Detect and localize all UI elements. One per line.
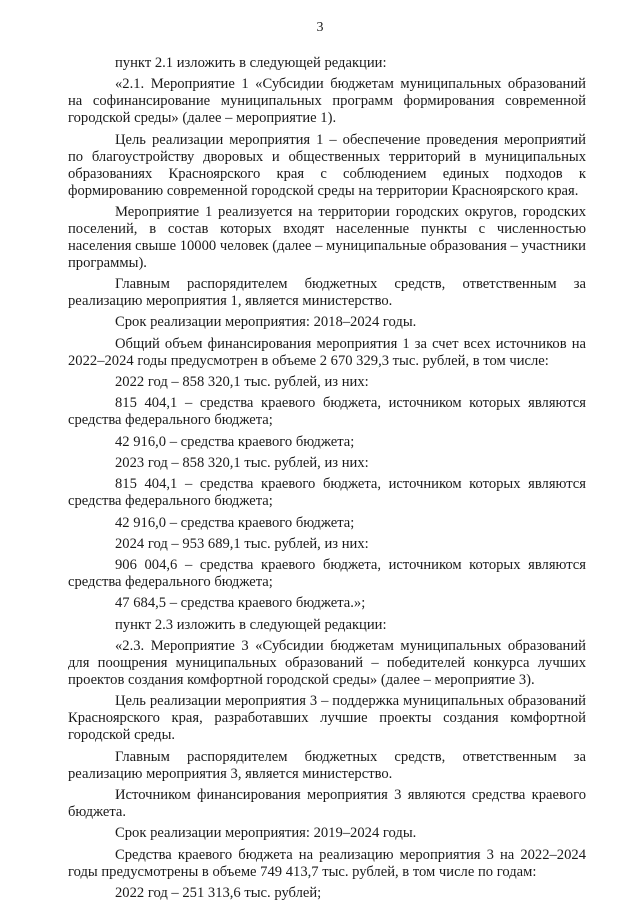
paragraph-2023-federal: 815 404,1 – средства краевого бюджета, источником которых являются средства федерального бюджета; [68, 476, 586, 510]
paragraph-2022-total: 2022 год – 858 320,1 тыс. рублей, из них: [115, 374, 369, 391]
paragraph-measure-3-title: «2.3. Мероприятие 3 «Субсидии бюджетам муниципальных образований для поощрения муниципальных образований – победителей конкурса лучших проектов создания комфортной городской среды» (далее – мероприятие 3). [68, 638, 586, 689]
paragraph-measure-3-source: Источником финансирования мероприятия 3 являются средства краевого бюджета. [68, 786, 586, 820]
paragraph-measure-1-total-funding: Общий объем финансирования мероприятия 1 за счет всех источников на 2022–2024 годы предусмотрен в объеме 2 670 329,3 тыс. рублей, в том числе: [68, 335, 586, 369]
paragraph-2022-regional: 42 916,0 – средства краевого бюджета; [115, 433, 355, 450]
paragraph-measure-3-funding: Средства краевого бюджета на реализацию мероприятия 3 на 2022–2024 годы предусмотрены в объеме 749 413,7 тыс. рублей, в том числе по годам: [68, 846, 586, 880]
paragraph-measure-3-term: Срок реализации мероприятия: 2019–2024 годы. [115, 825, 417, 842]
paragraph-measure-1-goal: Цель реализации мероприятия 1 – обеспечение проведения мероприятий по благоустройству дворовых и общественных территорий в муниципальных образованиях Красноярского края с соблюдением единых подходов к формированию современной городской среды на территории Красноярского края. [68, 131, 586, 199]
paragraph-measure-3-2022: 2022 год – 251 313,6 тыс. рублей; [115, 884, 322, 901]
paragraph-2024-total: 2024 год – 953 689,1 тыс. рублей, из них: [115, 535, 369, 552]
page-number: 3 [316, 20, 324, 35]
paragraph-measure-1-term: Срок реализации мероприятия: 2018–2024 годы. [115, 314, 417, 331]
document-body [68, 55, 586, 906]
paragraph-measure-1-title: «2.1. Мероприятие 1 «Субсидии бюджетам муниципальных образований на софинансирование муниципальных программ формирования современной городской среды» (далее – мероприятие 1). [68, 76, 586, 127]
paragraph-measure-3-goal: Цель реализации мероприятия 3 – поддержка муниципальных образований Красноярского края, разработавших лучшие проекты создания комфортной городской среды. [68, 693, 586, 744]
paragraph-2024-regional: 47 684,5 – средства краевого бюджета.»; [115, 595, 366, 612]
paragraph-2024-federal: 906 004,6 – средства краевого бюджета, источником которых являются средства федерального бюджета; [68, 557, 586, 591]
paragraph-2023-total: 2023 год – 858 320,1 тыс. рублей, из них: [115, 454, 369, 471]
paragraph-2022-federal: 815 404,1 – средства краевого бюджета, источником которых являются средства федерального бюджета; [68, 395, 586, 429]
paragraph-amend-2-1: пункт 2.1 изложить в следующей редакции: [115, 55, 387, 71]
paragraph-measure-1-manager: Главным распорядителем бюджетных средств, ответственным за реализацию мероприятия 1, является министерство. [68, 276, 586, 310]
paragraph-2023-regional: 42 916,0 – средства краевого бюджета; [115, 514, 355, 531]
paragraph-amend-2-3: пункт 2.3 изложить в следующей редакции: [115, 616, 387, 633]
paragraph-measure-1-scope: Мероприятие 1 реализуется на территории городских округов, городских поселений, в состав которых входят населенные пункты с численностью населения свыше 10000 человек (далее – муниципальные образования – участники программы). [68, 203, 586, 271]
paragraph-measure-3-manager: Главным распорядителем бюджетных средств, ответственным за реализацию мероприятия 3, является министерство. [68, 748, 586, 782]
